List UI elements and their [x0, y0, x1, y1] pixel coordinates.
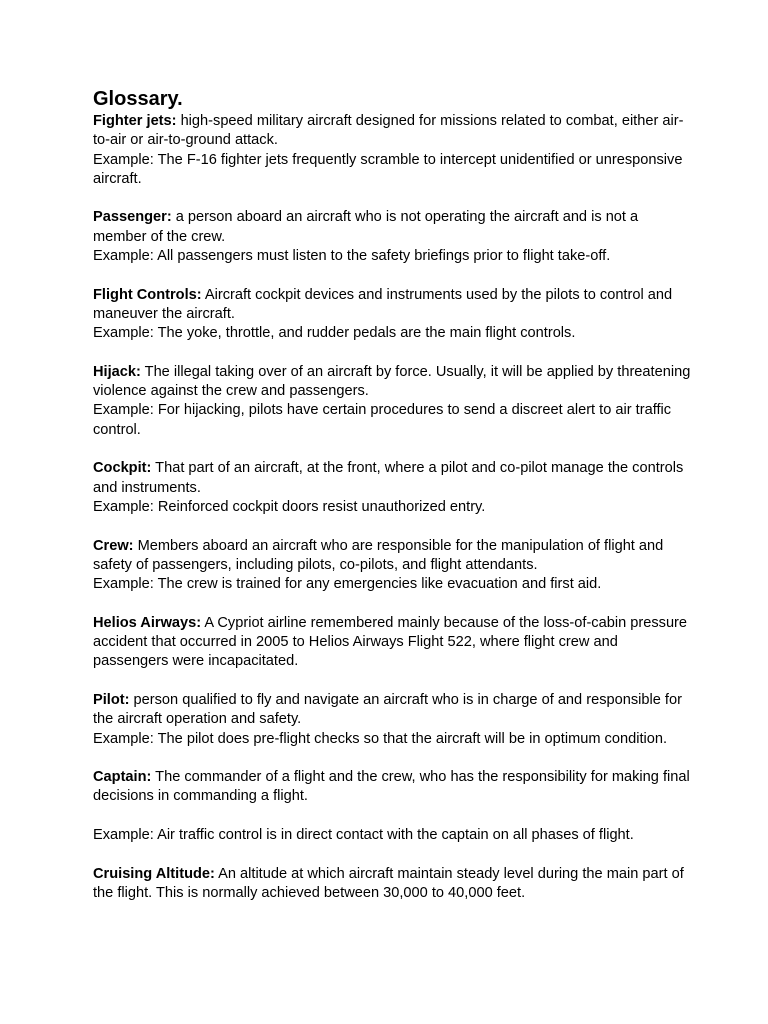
entry-term: Captain: [93, 769, 152, 786]
glossary-entry-pilot [93, 691, 693, 749]
entry-definition [93, 286, 693, 325]
entry-term: Cockpit: [93, 460, 152, 477]
glossary-entry-helios-airways [93, 614, 693, 672]
entry-definition-text: Members aboard an aircraft who are responsible for the manipulation of flight and safety of passengers, including pilots, co-pilots, and flight attendants. [93, 537, 664, 573]
entry-term: Pilot: [93, 691, 130, 708]
entry-definition-text: person qualified to fly and navigate an aircraft who is in charge of and responsible for the aircraft operation and safety. [93, 691, 682, 728]
glossary-entry-crew [93, 537, 693, 595]
glossary-entry-hijack [93, 363, 693, 440]
entry-term: Passenger: [93, 209, 172, 226]
entry-example: Example: Air traffic control is in direct contact with the captain on all phases of flight. [93, 826, 634, 843]
entry-definition-text: That part of an aircraft, at the front, where a pilot and co-pilot manage the controls and instruments. [93, 460, 684, 496]
glossary-entry-cruising-altitude [93, 865, 693, 904]
entry-definition-text: The commander of a flight and the crew, who has the responsibility for making final decisions in commanding a flight. [93, 769, 690, 805]
glossary-entry-cockpit [93, 459, 693, 517]
entry-term: Flight Controls: [93, 286, 202, 303]
entry-definition [93, 363, 693, 402]
entry-definition-text: Aircraft cockpit devices and instruments used by the pilots to control and maneuver the aircraft. [93, 286, 673, 322]
entry-definition-text: The illegal taking over of an aircraft by force. Usually, it will be applied by threatening violence against the crew and passengers. [93, 363, 691, 400]
entry-definition [93, 691, 693, 730]
entry-definition [93, 614, 693, 672]
glossary-entry-passenger [93, 208, 693, 266]
entry-example: Example: The crew is trained for any emergencies like evacuation and first aid. [93, 576, 602, 593]
glossary-entry-flight-controls [93, 286, 693, 344]
entry-definition [93, 459, 693, 498]
entry-definition [93, 768, 693, 807]
document-page [93, 86, 693, 922]
entry-definition [93, 112, 693, 151]
entry-definition [93, 537, 693, 576]
entry-example: Example: The yoke, throttle, and rudder pedals are the main flight controls. [93, 325, 576, 342]
entry-term: Hijack: [93, 363, 141, 380]
entry-definition-text: a person aboard an aircraft who is not operating the aircraft and is not a member of the crew. [93, 209, 639, 245]
entry-example: Example: The pilot does pre-flight checks so that the aircraft will be in optimum condition. [93, 730, 668, 747]
entry-definition [93, 208, 693, 247]
entry-definition-text: high-speed military aircraft designed for missions related to combat, either air-to-air or air-to-ground attack. [93, 113, 684, 149]
entry-term: Helios Airways: [93, 614, 202, 631]
entry-term: Crew: [93, 537, 134, 554]
entry-term: Cruising Altitude: [93, 865, 215, 882]
entry-definition-text: An altitude at which aircraft maintain steady level during the main part of the flight. This is normally achieved between 30,000 to 40,000 feet. [93, 865, 684, 901]
entry-example: Example: The F-16 fighter jets frequently scramble to intercept unidentified or unresponsive aircraft. [93, 151, 683, 187]
entry-term: Fighter jets: [93, 113, 177, 129]
glossary-entry-fighter-jets [93, 112, 693, 189]
entry-example: Example: For hijacking, pilots have certain procedures to send a discreet alert to air traffic control. [93, 402, 672, 438]
glossary-entry-captain [93, 768, 693, 845]
entry-definition-text: A Cypriot airline remembered mainly because of the loss-of-cabin pressure accident that occurred in 2005 to Helios Airways Flight 522, where flight crew and passengers were incapacitated. [93, 614, 688, 670]
entry-example: Example: All passengers must listen to the safety briefings prior to flight take-off. [93, 248, 611, 265]
page-title: Glossary. [93, 88, 183, 110]
paragraph-spacer [93, 807, 693, 826]
entry-example: Example: Reinforced cockpit doors resist unauthorized entry. [93, 498, 486, 515]
entry-definition [93, 865, 693, 904]
